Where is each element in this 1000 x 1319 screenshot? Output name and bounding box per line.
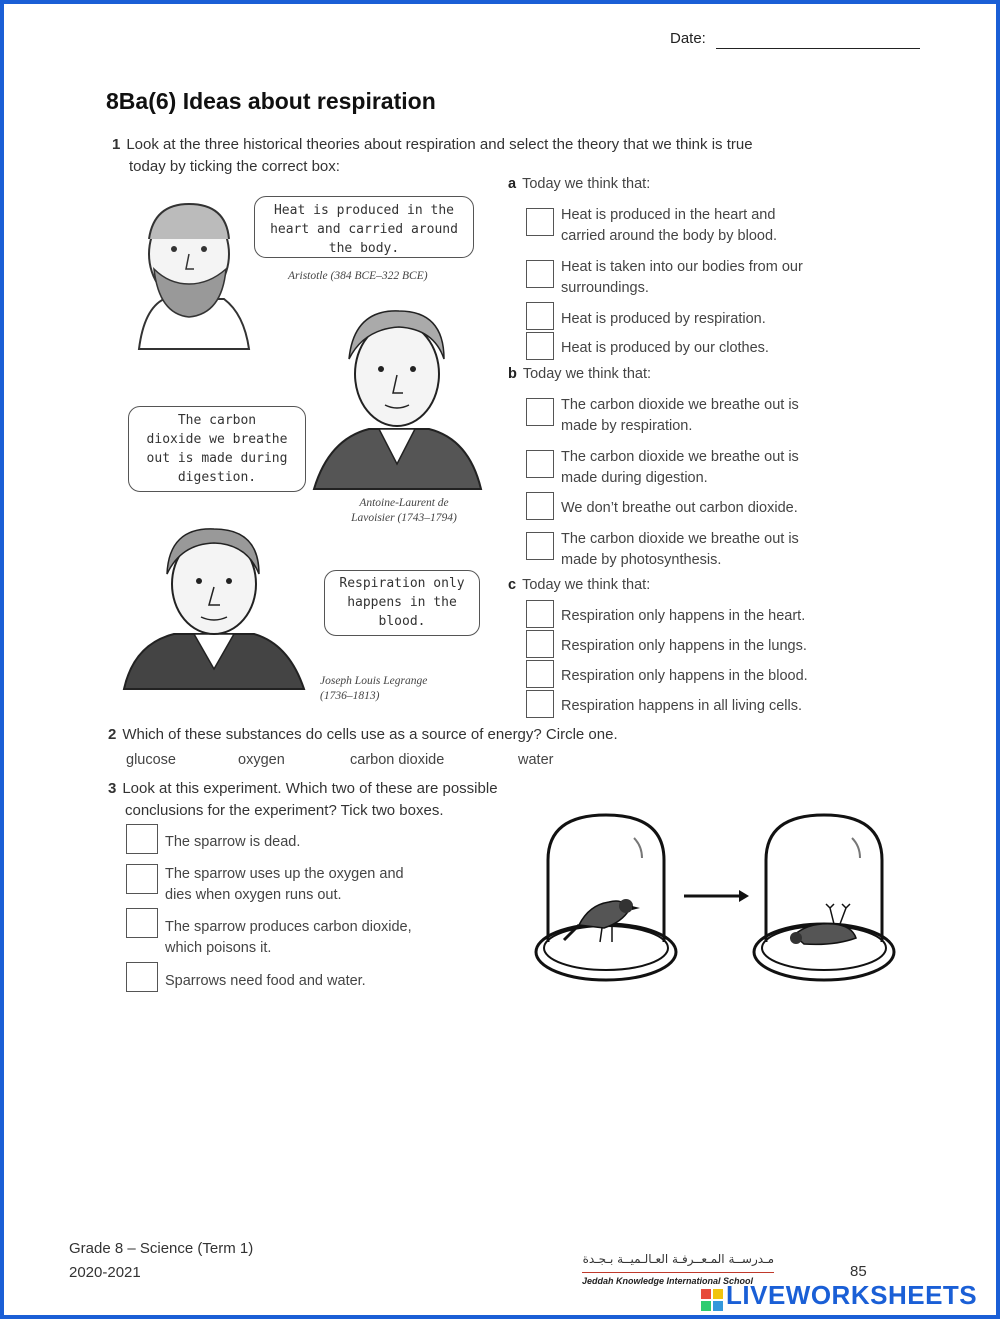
q1a-option-2-checkbox[interactable]: [526, 260, 554, 288]
q1c-option-1-checkbox[interactable]: [526, 600, 554, 628]
q1c-option-4-checkbox[interactable]: [526, 690, 554, 718]
q1c-prompt: c Today we think that:: [508, 577, 651, 593]
q2-choice-oxygen[interactable]: oxygen: [238, 752, 285, 768]
footer-course: Grade 8 – Science (Term 1): [69, 1240, 254, 1257]
q3-option-2-checkbox[interactable]: [126, 864, 158, 894]
aristotle-speech-bubble: Heat is produced in the heart and carried around the body.: [254, 196, 474, 258]
q1a-option-4-checkbox[interactable]: [526, 332, 554, 360]
q1a-option-1-label: Heat is produced in the heart and carried around the body by blood.: [561, 207, 778, 244]
q2-choice-carbon-dioxide[interactable]: carbon dioxide: [350, 752, 445, 768]
q1b-option-2-checkbox[interactable]: [526, 450, 554, 478]
q1c-option-3-label: Respiration only happens in the blood.: [561, 668, 808, 684]
q1a-option-3-checkbox[interactable]: [526, 302, 554, 330]
q1-prompt: 1 Look at the three historical theories about respiration and select the theory that we think is true today by ticking the correct box:: [112, 136, 753, 175]
q3-option-3-checkbox[interactable]: [126, 908, 158, 938]
lagrange-portrait-icon: [119, 519, 309, 694]
q3-option-2-label: The sparrow uses up the oxygen and dies when oxygen runs out.: [165, 866, 404, 903]
q3-option-1-checkbox[interactable]: [126, 824, 158, 854]
q1b-option-1-label: The carbon dioxide we breathe out is made by respiration.: [561, 397, 799, 434]
worksheet-page: [4, 4, 996, 1315]
q1c-option-1-label: Respiration only happens in the heart.: [561, 608, 806, 624]
q1-number: 1: [112, 136, 121, 153]
q1b-prompt: b Today we think that:: [508, 366, 652, 382]
liveworksheets-logo-icon: [701, 1289, 723, 1311]
q1c-option-2-checkbox[interactable]: [526, 630, 554, 658]
bell-jar-live-sparrow-icon: [536, 815, 676, 980]
aristotle-caption: Aristotle (384 BCE–322 BCE): [288, 270, 428, 282]
page-number: 85: [850, 1263, 867, 1280]
date-label: Date:: [670, 30, 706, 47]
aristotle-portrait-icon: [114, 199, 264, 359]
bell-jar-dead-sparrow-icon: [754, 815, 894, 980]
q3-prompt: 3 Look at this experiment. Which two of these are possible conclusions for the experiment? Tick two boxes.: [108, 780, 498, 819]
q3-option-4-label: Sparrows need food and water.: [165, 973, 366, 989]
q2-choice-water[interactable]: water: [518, 752, 554, 768]
liveworksheets-watermark: LIVEWORKSHEETS: [726, 1280, 978, 1310]
q1c-option-4-label: Respiration happens in all living cells.: [561, 698, 802, 714]
lavoisier-caption: Antoine-Laurent de Lavoisier (1743–1794): [351, 497, 457, 524]
school-name-arabic: مـدرســة المـعــرفـة العـالـميــة بـجـدة: [582, 1252, 774, 1266]
lavoisier-speech-bubble: The carbon dioxide we breathe out is made during digestion.: [128, 406, 306, 492]
q1b-option-4-checkbox[interactable]: [526, 532, 554, 560]
date-input-line[interactable]: [716, 48, 920, 49]
q1b-option-3-label: We don’t breathe out carbon dioxide.: [561, 500, 798, 516]
q1a-option-3-label: Heat is produced by respiration.: [561, 311, 766, 327]
q1a-option-4-label: Heat is produced by our clothes.: [561, 340, 769, 356]
page-title: 8Ba(6) Ideas about respiration: [106, 88, 436, 114]
footer-year: 2020-2021: [69, 1264, 141, 1281]
q3-option-4-checkbox[interactable]: [126, 962, 158, 992]
q1b-option-2-label: The carbon dioxide we breathe out is made during digestion.: [561, 449, 799, 486]
q1b-option-4-label: The carbon dioxide we breathe out is made by photosynthesis.: [561, 531, 799, 568]
q1a-option-2-label: Heat is taken into our bodies from our surroundings.: [561, 259, 803, 296]
q1b-option-3-checkbox[interactable]: [526, 492, 554, 520]
q1b-option-1-checkbox[interactable]: [526, 398, 554, 426]
q2-choice-glucose[interactable]: glucose: [126, 752, 176, 768]
school-logo-divider: [582, 1272, 774, 1273]
q1a-option-1-checkbox[interactable]: [526, 208, 554, 236]
q1c-option-2-label: Respiration only happens in the lungs.: [561, 638, 807, 654]
bell-jar-experiment-illustration: [534, 810, 904, 990]
q3-option-1-label: The sparrow is dead.: [165, 834, 301, 850]
q1c-option-3-checkbox[interactable]: [526, 660, 554, 688]
lagrange-caption: Joseph Louis Legrange (1736–1813): [320, 675, 428, 702]
lavoisier-portrait-icon: [309, 299, 484, 494]
school-name-english: Jeddah Knowledge International School: [582, 1276, 754, 1286]
q1a-prompt: a Today we think that:: [508, 176, 651, 192]
q3-option-3-label: The sparrow produces carbon dioxide, which poisons it.: [165, 919, 412, 956]
q2-prompt: 2 Which of these substances do cells use as a source of energy? Circle one.: [108, 726, 618, 743]
lagrange-speech-bubble: Respiration only happens in the blood.: [324, 570, 480, 636]
